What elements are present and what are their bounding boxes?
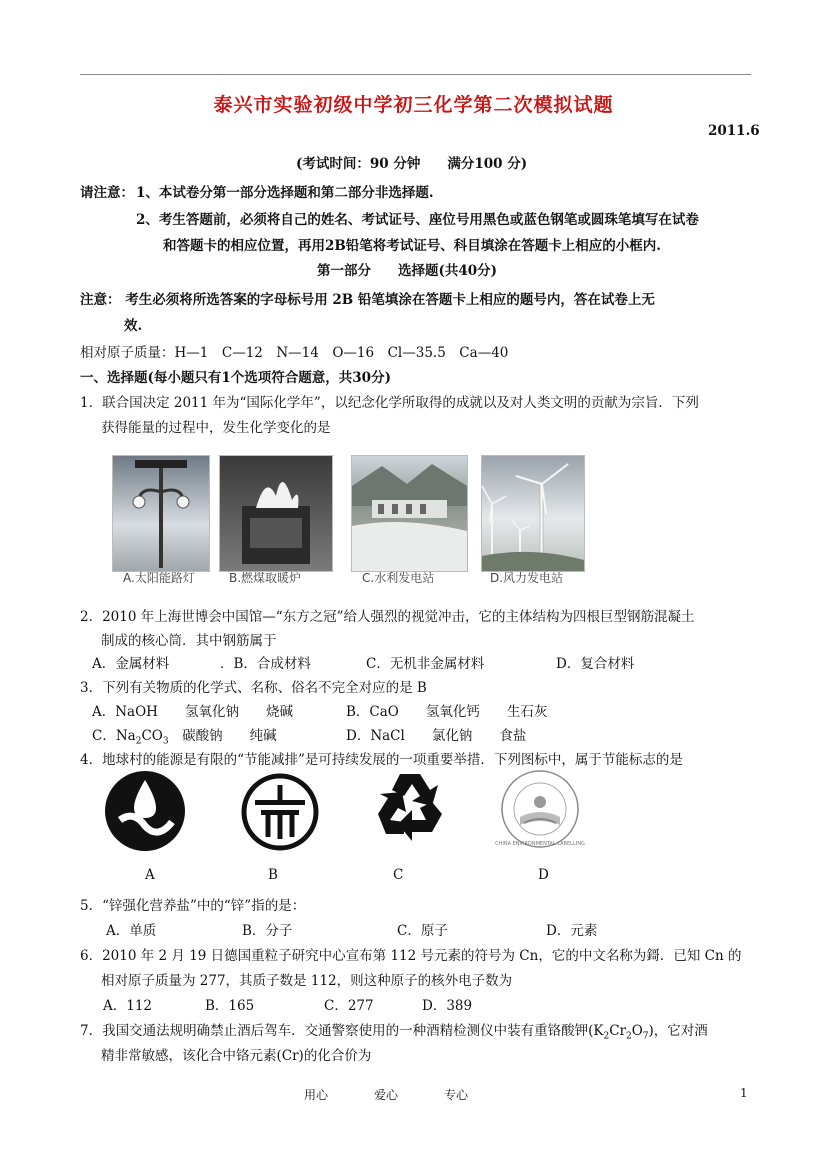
q2-option-a: A．金属材料 (92, 656, 170, 672)
q2-option-d: D．复合材料 (556, 656, 635, 672)
exam-date: 2011.6 (708, 123, 760, 139)
exam-info: (考试时间：90 分钟 满分100 分) (296, 156, 528, 172)
q3-option-d: D．NaCl 氯化钠 食盐 (346, 728, 527, 744)
water-saving-logo-icon (104, 770, 186, 856)
photo-hydro-power-station (351, 455, 468, 572)
recycling-logo-icon (370, 768, 450, 852)
q1-line1: 1．联合国决定 2011 年为“国际化学年”，以纪念化学所取得的成就以及对人类文明的贡献为宗旨．下列 (80, 395, 699, 411)
notice-item-2-line1: 2、考生答题前，必须将自己的姓名、考试证号、座位号用黑色或蓝色钢笔或圆珠笔填写在试卷 (136, 212, 699, 228)
q5-option-d: D．元素 (546, 923, 598, 939)
page-title: 泰兴市实验初级中学初三化学第二次模拟试题 (213, 94, 614, 116)
q2-line1: 2．2010 年上海世博会中国馆—“东方之冠”给人强烈的视觉冲击，它的主体结构为四根巨型钢筋混凝土 (80, 609, 695, 625)
footer-motto-1: 用心 (304, 1088, 329, 1102)
q5-stem: 5．“锌强化营养盐”中的“锌”指的是： (80, 898, 306, 914)
china-environmental-labelling-icon (495, 769, 585, 853)
section-heading: 一、选择题(每小题只有1个选项符合题意，共30分) (80, 370, 391, 386)
q3-option-b: B．CaO 氢氧化钙 生石灰 (346, 704, 548, 720)
top-rule (80, 74, 751, 75)
q4-label-b: B (268, 867, 278, 883)
caption-c: C.水利发电站 (362, 571, 435, 585)
q2-option-b: ．B．合成材料 (220, 656, 311, 672)
q1-line2: 获得能量的过程中，发生化学变化的是 (101, 420, 331, 436)
q6-option-a: A．112 (103, 998, 153, 1014)
q4-stem: 4．地球村的能源是有限的“节能减排”是可持续发展的一项重要举措．下列图标中，属于节能标志的是 (80, 752, 683, 768)
q7-line2: 精非常敏感，该化合中铬元素(Cr)的化合价为 (101, 1048, 372, 1064)
energy-saving-logo-icon (241, 773, 319, 855)
q6-option-b: B．165 (205, 998, 255, 1014)
q3-option-c: C．$Na_2CO_3$ 碳酸钠 纯碱 (92, 728, 277, 747)
notice-label: 请注意： (80, 185, 134, 201)
attention-line1: 注意： 考生必须将所选答案的字母标号用 2B 铅笔填涂在答题卡上相应的题号内，答在试卷上无 (80, 292, 655, 308)
q2-option-c: C．无机非金属材料 (366, 656, 485, 672)
footer-motto-3: 专心 (444, 1088, 469, 1102)
q6-line2: 相对原子质量为 277，其质子数是 112，则这种原子的核外电子数为 (101, 973, 513, 989)
notice-item-2-line2: 和答题卡的相应位置，再用2B铅笔将考试证号、科目填涂在答题卡上相应的小框内. (163, 238, 662, 254)
photo-wind-power-station (481, 455, 585, 572)
caption-b: B.燃煤取暖炉 (229, 571, 302, 585)
photo-solar-street-lamp (112, 455, 210, 572)
q4-label-c: C (393, 867, 404, 883)
q7-line1: 7．我国交通法规明确禁止酒后驾车．交通警察使用的一种酒精检测仪中装有重铬酸钾$(K_2Cr_2O_7)$，它对酒 (80, 1023, 708, 1042)
q6-option-d: D．389 (422, 998, 473, 1014)
logo-d-caption: CHINA ENVIRONMENTAL LABELLING (495, 841, 585, 847)
q2-line2: 制成的核心筒．其中钢筋属于 (101, 633, 277, 649)
footer-motto-2: 爱心 (374, 1088, 399, 1102)
q3-stem: 3．下列有关物质的化学式、名称、俗名不完全对应的是 B (80, 680, 427, 696)
notice-item-1: 1、本试卷分第一部分选择题和第二部分非选择题. (136, 185, 434, 201)
q3-option-a: A．NaOH 氢氧化钠 烧碱 (92, 704, 293, 720)
atomic-masses: 相对原子质量：H—1 C—12 N—14 O—16 Cl—35.5 Ca—40 (80, 345, 509, 361)
q4-label-a: A (145, 867, 155, 883)
q6-line1: 6．2010 年 2 月 19 日德国重粒子研究中心宣布第 112 号元素的符号为 Cn，它的中文名称为鎶．已知 Cn 的 (80, 948, 742, 964)
q4-label-d: D (538, 867, 549, 883)
q5-option-a: A．单质 (106, 923, 157, 939)
caption-a: A.太阳能路灯 (123, 571, 195, 585)
q5-option-b: B．分子 (242, 923, 293, 939)
photo-coal-stove (219, 455, 333, 572)
part-heading: 第一部分 选择题(共40分) (317, 263, 498, 279)
q6-option-c: C．277 (324, 998, 374, 1014)
page-number: 1 (740, 1086, 748, 1100)
q5-option-c: C．原子 (397, 923, 448, 939)
caption-d: D.风力发电站 (490, 571, 564, 585)
attention-line2: 效. (124, 318, 143, 334)
